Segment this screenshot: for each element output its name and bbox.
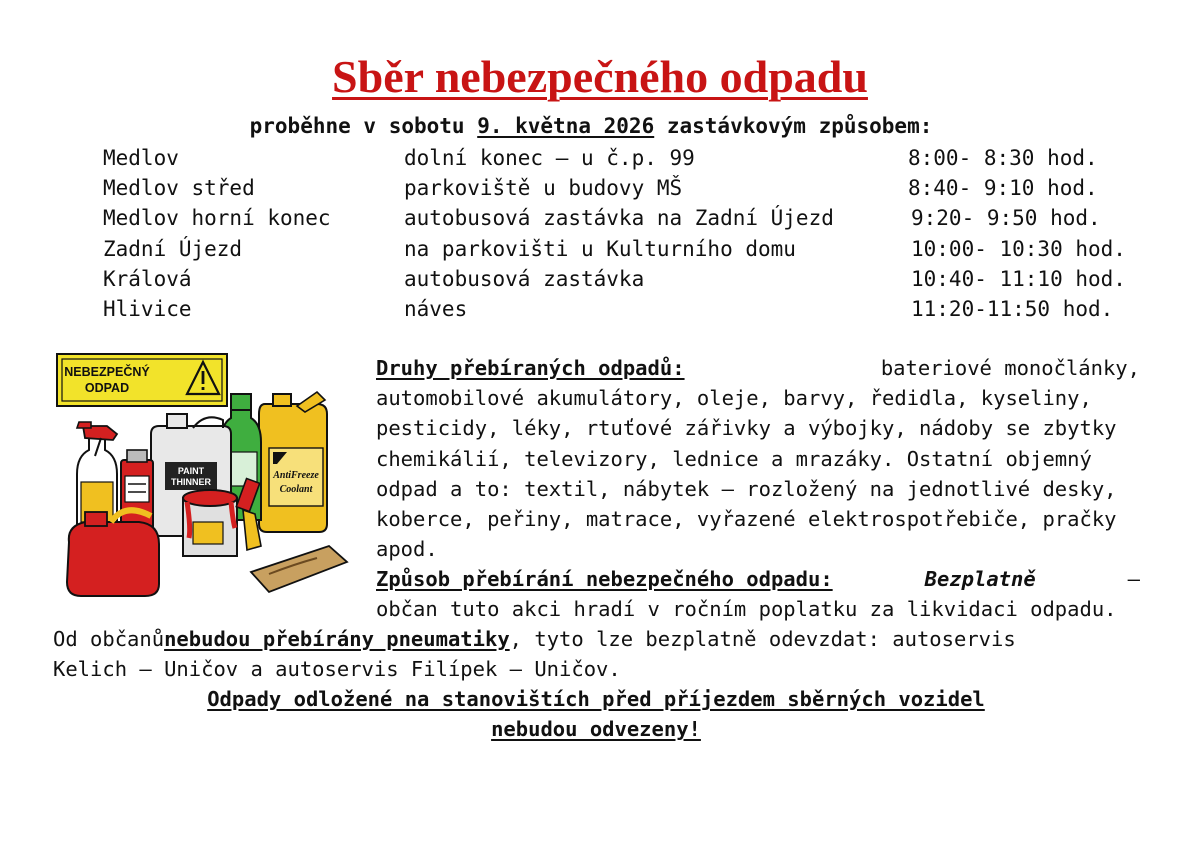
waste-types-first-line <box>376 353 1140 383</box>
stop-time: 8:00- 8:30 hod. <box>908 146 1098 170</box>
stop-location: dolní konec – u č.p. 99 <box>404 146 695 170</box>
stop-location: autobusová zastávka <box>404 266 645 291</box>
antifreeze-label-line2: Coolant <box>279 484 313 495</box>
waste-types-line: pesticidy, léky, rtuťové zářivky a výbojky, nádoby se zbytky <box>376 416 1117 441</box>
waste-types-last-line: apod. <box>376 537 438 562</box>
tyres-not-accepted: nebudou přebírány pneumatiky <box>164 627 510 651</box>
schedule-row <box>103 264 1163 294</box>
page-title: Sběr nebezpečného odpadu <box>332 51 868 102</box>
sign-text-line1: NEBEZPEČNÝ <box>64 365 150 379</box>
method-second-line: občan tuto akci hradí v ročním poplatku za likvidaci odpadu. <box>376 597 1117 622</box>
waste-types-line-1-rest: bateriové monočlánky, <box>880 356 1140 380</box>
method-dash: – <box>1127 567 1140 591</box>
method-first-line <box>376 564 1140 594</box>
stop-place: Medlov <box>103 146 179 170</box>
method-heading: Způsob přebírání nebezpečného odpadu: <box>376 567 833 591</box>
tyres-first-line <box>53 624 1140 654</box>
paint-label-line1: PAINT <box>177 466 205 476</box>
stop-time: 10:00- 10:30 hod. <box>911 236 1126 261</box>
schedule-row <box>103 294 1163 324</box>
subtitle-text-after: zastávkovým způsobem: <box>654 114 933 138</box>
waste-types-line: odpad a to: textil, nábytek – rozložený na jednotlivé desky, <box>376 476 1117 501</box>
stop-place: Zadní Újezd <box>103 236 243 261</box>
waste-types-section <box>376 353 1140 564</box>
stop-location: na parkovišti u Kulturního domu <box>404 236 796 261</box>
warning-line-1: Odpady odložené na stanovištích před příjezdem sběrných vozidel <box>207 687 985 711</box>
collection-method-section <box>376 564 1140 624</box>
stop-place: Hlivice <box>103 296 192 321</box>
paint-can <box>183 490 237 556</box>
tyres-second-line: Kelich – Uničov a autoservis Filípek – Uničov. <box>53 657 621 682</box>
schedule-row <box>103 203 1163 233</box>
stop-location: náves <box>404 296 468 321</box>
warning-line-2: nebudou odvezeny! <box>491 717 701 742</box>
final-warning <box>0 684 1192 744</box>
antifreeze-label-line1: AntiFreeze <box>273 470 319 481</box>
stop-place: Králová <box>103 266 192 291</box>
subtitle-text-before: proběhne v sobotu <box>249 114 478 138</box>
stop-place: Medlov střed <box>103 176 255 201</box>
stop-place: Medlov horní konec <box>103 206 331 231</box>
antifreeze-canister <box>259 392 327 532</box>
stop-location: autobusová zastávka na Zadní Újezd <box>404 206 834 231</box>
paint-label-line2: THINNER <box>171 477 211 487</box>
method-value: Bezplatně <box>924 567 1036 591</box>
hazardous-waste-illustration <box>55 352 355 598</box>
sign-text-line2: ODPAD <box>84 381 130 395</box>
tyres-text-before: Od občanů <box>53 627 165 651</box>
waste-types-line: chemikálií, televizory, lednice a mrazáky. Ostatní objemný <box>376 446 1092 471</box>
stop-schedule <box>103 143 1163 324</box>
stop-time: 10:40- 11:10 hod. <box>911 266 1126 291</box>
schedule-row <box>103 173 1163 203</box>
waste-types-line: automobilové akumulátory, oleje, barvy, ředidla, kyseliny, <box>376 386 1092 411</box>
waste-types-line: koberce, peřiny, matrace, vyřazené elektrospotřebiče, pračky <box>376 507 1117 532</box>
stop-time: 9:20- 9:50 hod. <box>911 206 1101 231</box>
collection-date: 9. května 2026 <box>477 114 655 138</box>
schedule-row <box>103 143 1163 173</box>
wooden-board <box>251 546 347 592</box>
schedule-row <box>103 234 1163 264</box>
warning-sign <box>57 354 227 406</box>
stop-time: 11:20-11:50 hod. <box>911 296 1114 321</box>
stop-time: 8:40- 9:10 hod. <box>908 176 1098 201</box>
stop-location: parkoviště u budovy MŠ <box>404 176 683 201</box>
red-gas-can <box>67 510 159 596</box>
tyres-text-after: , tyto lze bezplatně odevzdat: autoservis <box>509 627 1016 651</box>
collection-date-line <box>0 114 1182 139</box>
tyres-section <box>53 624 1140 684</box>
waste-types-heading: Druhy přebíraných odpadů: <box>376 356 685 380</box>
